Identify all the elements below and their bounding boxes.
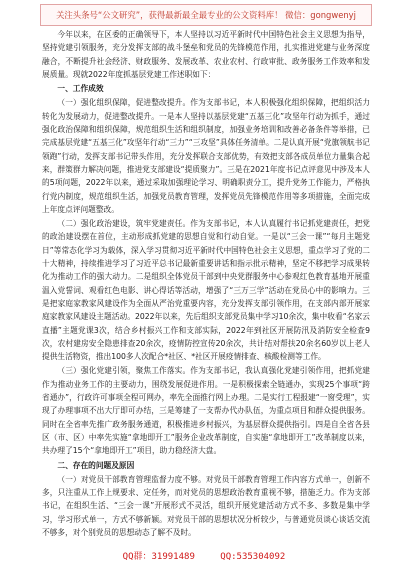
promo-banner-text: 关注头条号“公文研究”，获得最新最全最专业的公文资料库！ 微信：gongwenyj bbox=[56, 10, 356, 20]
footer-qq-group: QQ群：31991489 bbox=[122, 552, 195, 562]
work-results-paragraph-3: （三）强化党建引领，聚焦工作落实。作为支部书记，我认真强化党建引领作用，把抓党建作为推动业务工作的主要动力，围绕发展促进作用。一是积极探索全链通办，实现25个事项“跨省通办”，行政许可事项全程可网办，率先全面推行网上办理。二是实行工程报建“一窗受理”，实现了办理事项不出大厅即可办结，三是筹建了一支帮办代办队伍，为重点项目和群众提供服务。同时在全省率先推广政务服务通道，积极推进乡村振兴，为基层群众提供指引。四是自全省各县区（市、区）中率先实施“拿地即开工”服务企业改革制度，自实施“拿地即开工”改革制度以来，共办理了15个“拿地即开工”项目，助力稳经济大盘。 bbox=[42, 366, 370, 456]
problems-paragraph-1: （一）对党员干部教育管理监督力度不够。对党员干部教育管理工作内容方式单一，创新不多，只注重从工作上规要求、定任务，而对党员的思想政治教育重视不够，措施乏力。作为支部书记，在组织生活、“三会一课”开展形式不灵活，组织开展党建活动方式不多、多数是集中学习，学习形式单一，方式不够新颖。对党员干部的思想状况分析较少，与普通党员谈心谈话交流不够多，对个别党员的思想动态了解不及时。 bbox=[42, 474, 370, 537]
document-body bbox=[42, 28, 370, 540]
intro-paragraph: 今年以来，在区委的正确领导下，本人坚持以习近平新时代中国特色社会主义思想为指导，坚持党建引领服务，充分发挥支部的战斗堡垒和党员的先锋模范作用，扎实推进党建与业务深度融合，不断提升社会经济、财政服务、发展改革、农业农村、行政审批、政务服务工作效率和发展质量。现就2022年度抓基层党建工作述职如下： bbox=[42, 30, 370, 79]
footer-qq-contact: QQ:535304092 bbox=[220, 552, 286, 562]
work-results-paragraph-1: （一）强化组织保障，促进整改提升。作为支部书记，本人积极强化组织保障，把组织活力转化为发展动力，促进整改提升。一是本人坚持以基层党建“五基三化”攻坚年行动为抓手，通过强化政治保障和组织保障，规范组织生活和组织制度，加强业务培训和改善必备条件等举措，已完成基层党建“五基三化”攻坚年行动“三力”“三攻坚”具体任务清单。二是认真开展“党旗领航书记领跑”行动，发挥支部书记带头作用，充分发挥联合支部优势，有效把支部各成员单位力量集合起来，群策群力解决问题，推进党支部建设“提质聚力”。三是在2021年度书记点评意见中涉及本人的5项问题，2022年以来，通过采取加强理论学习、明确职责分工，提升党务工作能力，严格执行党内制度，规范组织生活，加强党员教育管理，发挥党员先锋模范作用等多项措施，全面完成上年度点评问题整改。 bbox=[42, 98, 370, 214]
section-heading-work-results: 一、工作成效 bbox=[57, 84, 104, 94]
work-results-paragraph-2: （二）强化政治建设，筑牢党建责任。作为支部书记，本人认真履行书记抓党建责任，把党的政治建设摆在首位，主动形成抓党建的思想自觉和行动自觉。一是以“三会一课”“每月主题党日”等常态化学习为载体，深入学习贯彻习近平新时代中国特色社会主义思想，重点学习了党的二十大精神，持续推进学习了习近平总书记最新重要讲话和指示批示精神，坚定不移把学习成果转化为推动工作的强大动力。二是组织全体党员干部到中央党群服务中心参观红色教育基地开展重温入党誓词、观看红色电影、讲心得话等活动，增强了“三万三学”活动在党员心中的影响力。三是把家庭家教家风建设作为全面从严治党重要内容，充分发挥支部引领作用，在支部内部开展家庭家教家风建设主题活动。2022年以来，先后组织支部党员集中学习10余次，集中收看“名家云直播”主题党课3次，结合乡村振兴工作和支部实际，2022年到社区开展防汛及消防安全检查9次，农村建房安全隐患排查20余次，疫情防控宣传20余次，共计结对帮扶20余名60岁以上老人提供生活物资，推出100多人次配合*社区、*社区开展疫情排查、核酸检测等工作。 bbox=[42, 219, 370, 362]
promo-banner bbox=[40, 4, 372, 26]
section-heading-problems: 二、存在的问题及原因 bbox=[57, 460, 135, 470]
footer-contact bbox=[0, 548, 408, 566]
